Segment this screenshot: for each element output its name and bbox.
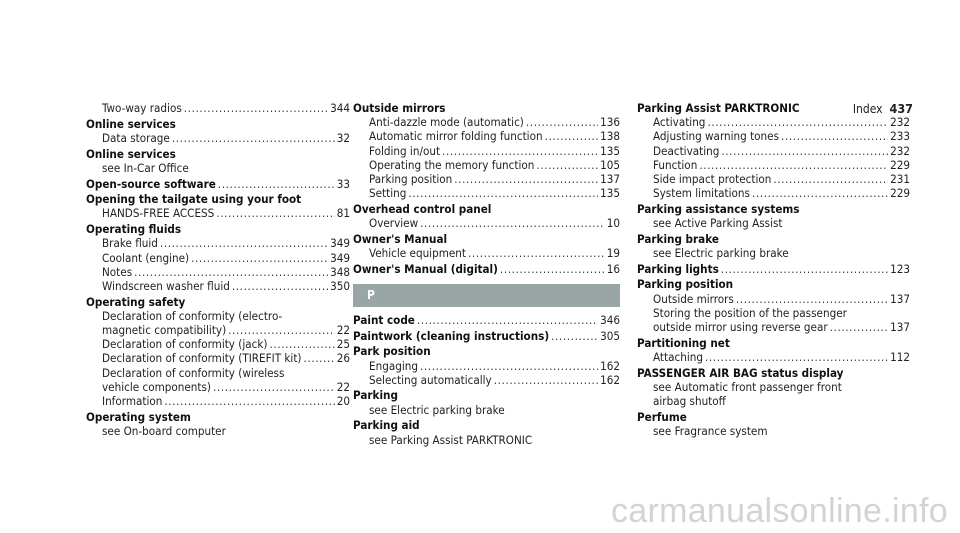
sub-entry [86, 251, 350, 265]
sub-entry [637, 350, 910, 364]
sub-entry-text[interactable]: Parking position [369, 172, 453, 187]
index-entry [86, 222, 350, 293]
entry-heading[interactable]: Operating system [86, 409, 191, 424]
sub-entry [637, 144, 910, 158]
sub-entry-text[interactable]: Attaching [653, 349, 703, 364]
page-ref[interactable]: 20 [336, 394, 350, 409]
page-ref[interactable]: 136 [600, 115, 620, 130]
sub-entry [86, 351, 350, 365]
page-ref[interactable]: 135 [600, 143, 620, 158]
dot-leader [420, 359, 598, 373]
sub-entry [86, 309, 350, 323]
entry-heading[interactable]: Parking aid [353, 418, 420, 433]
sub-entry-text: see On-board computer [102, 423, 226, 438]
sub-entry-text[interactable]: Two-way radios [102, 101, 182, 115]
sub-entry-text: see Active Parking Assist [653, 216, 783, 231]
entry-heading[interactable]: Parking brake [637, 231, 719, 246]
dot-leader [773, 172, 888, 186]
sub-entry-text[interactable]: Overview [369, 216, 419, 231]
page-ref[interactable]: 26 [336, 351, 350, 366]
page-ref[interactable]: 350 [330, 278, 350, 293]
sub-entry-text[interactable]: Operating the memory function [369, 157, 535, 172]
sub-entry-text[interactable]: Activating [653, 115, 706, 130]
sub-entry [353, 433, 620, 447]
sub-entry-text[interactable]: Outside mirrors [653, 291, 734, 306]
section-letter: P [353, 284, 620, 307]
page-ref[interactable]: 162 [600, 372, 620, 387]
index-column-2 [353, 101, 620, 447]
page-ref[interactable]: 19 [606, 246, 620, 261]
index-entry [86, 410, 350, 438]
index-column-3 [637, 101, 910, 438]
dot-leader [164, 394, 334, 408]
sub-entry [353, 359, 620, 373]
entry-heading[interactable]: Parking [353, 388, 398, 403]
sub-entry-text[interactable]: Information [102, 394, 163, 409]
sub-entry-text[interactable]: Brake fluid [102, 236, 158, 251]
sub-entry-text[interactable]: Engaging [369, 358, 418, 373]
sub-entry [86, 394, 350, 408]
entry-heading[interactable]: Parking Assist PARKTRONIC [637, 101, 800, 115]
dot-leader [500, 262, 605, 276]
dot-leader [545, 129, 599, 143]
sub-entry-text[interactable]: vehicle components) [102, 379, 211, 394]
sub-entry-text[interactable]: Deactivating [653, 143, 720, 158]
entry-heading[interactable]: Paint code [353, 312, 415, 327]
page-ref[interactable]: 137 [890, 291, 910, 306]
sub-entry-text[interactable]: outside mirror using reverse gear [653, 320, 828, 335]
sub-entry-text: Storing the position of the passenger [653, 305, 847, 320]
sub-entry-text[interactable]: Windscreen washer fluid [102, 278, 230, 293]
sub-entry-text[interactable]: magnetic compatibility) [102, 323, 227, 338]
page-ref[interactable]: 123 [890, 261, 910, 276]
sub-entry-text[interactable]: Declaration of conformity (jack) [102, 337, 268, 352]
entry-heading[interactable]: Operating fluids [86, 222, 182, 237]
sub-entry-text: see Electric parking brake [369, 402, 505, 417]
dot-leader [781, 129, 888, 143]
sub-entry-text[interactable]: Automatic mirror folding function [369, 129, 543, 144]
entry-heading[interactable]: Operating safety [86, 294, 186, 309]
index-entry [353, 202, 620, 230]
dot-leader [218, 177, 335, 191]
sub-entry-text[interactable]: Data storage [102, 130, 170, 145]
sub-entry [637, 320, 910, 334]
page-ref[interactable]: 231 [890, 172, 910, 187]
sub-entry [353, 216, 620, 230]
dot-leader [417, 313, 598, 327]
sub-entry [86, 380, 350, 394]
index-entry [637, 410, 910, 438]
page-ref[interactable]: 22 [336, 323, 350, 338]
index-entry [637, 101, 910, 200]
index-entry [353, 344, 620, 387]
sub-entry [353, 115, 620, 129]
index-entry [637, 232, 910, 260]
sub-entry [353, 158, 620, 172]
sub-entry [637, 115, 910, 129]
sub-entry [353, 144, 620, 158]
sub-entry-text: see Electric parking brake [653, 246, 789, 261]
sub-entry-text: airbag shutoff [653, 394, 726, 409]
dot-leader [134, 265, 328, 279]
dot-leader [160, 236, 328, 250]
sub-entry-text: see Parking Assist PARKTRONIC [369, 432, 533, 447]
page-ref[interactable]: 344 [330, 101, 350, 115]
sub-entry [637, 380, 910, 394]
page-ref[interactable]: 112 [890, 349, 910, 364]
dot-leader [830, 320, 888, 334]
sub-entry-text[interactable]: Declaration of conformity (TIREFIT kit) [102, 351, 302, 366]
sub-entry [637, 129, 910, 143]
entry-heading[interactable]: Open-source software [86, 176, 216, 191]
sub-entry-text[interactable]: Adjusting warning tones [653, 129, 780, 144]
page-ref[interactable]: 233 [890, 129, 910, 144]
entry-heading[interactable]: Outside mirrors [353, 101, 446, 115]
entry-heading[interactable]: Paintwork (cleaning instructions) [353, 328, 550, 343]
sub-entry-text[interactable]: HANDS-FREE ACCESS [102, 206, 215, 221]
sub-entry [353, 186, 620, 200]
entry-heading[interactable]: Park position [353, 344, 431, 359]
page-ref[interactable]: 349 [330, 250, 350, 265]
sub-entry [353, 403, 620, 417]
dot-leader [213, 380, 335, 394]
entry-heading[interactable]: Online services [86, 116, 176, 131]
index-entry [86, 147, 350, 175]
dot-leader [191, 251, 328, 265]
dot-leader [752, 186, 888, 200]
page-ref[interactable]: 346 [600, 312, 620, 327]
sub-entry [86, 265, 350, 279]
page-ref[interactable]: 137 [600, 172, 620, 187]
dot-leader [184, 101, 328, 115]
page-ref[interactable]: 229 [890, 157, 910, 172]
sub-entry-text: Declaration of conformity (electro- [102, 308, 283, 323]
dot-leader [721, 144, 888, 158]
sub-entry-text[interactable]: Vehicle equipment [369, 246, 466, 261]
index-entry [86, 117, 350, 145]
index-entry [353, 388, 620, 416]
index-entry [637, 366, 910, 409]
dot-leader [699, 158, 888, 172]
index-entry [86, 177, 350, 191]
entry-heading[interactable]: Online services [86, 146, 176, 161]
index-entry [353, 313, 620, 327]
page-number: 437 [889, 101, 913, 116]
index-entry [353, 262, 620, 276]
sub-entry-text: Declaration of conformity (wireless [102, 365, 285, 380]
page-ref[interactable]: 10 [606, 216, 620, 231]
entry-heading[interactable]: Parking position [637, 277, 734, 292]
sub-entry [637, 186, 910, 200]
index-entry [637, 202, 910, 230]
sub-entry-text[interactable]: Coolant (engine) [102, 250, 190, 265]
entry-heading[interactable]: Partitioning net [637, 335, 730, 350]
sub-entry [637, 172, 910, 186]
dot-leader [705, 350, 888, 364]
sub-entry-text: see Fragrance system [653, 423, 768, 438]
dot-leader [707, 115, 888, 129]
sub-entry [637, 424, 910, 438]
entry-heading[interactable]: Parking assistance systems [637, 201, 800, 216]
sub-entry [353, 129, 620, 143]
sub-entry-text[interactable]: System limitations [653, 186, 750, 201]
dot-leader [454, 172, 598, 186]
sub-entry-text: see In-Car Office [102, 160, 189, 175]
dot-leader [468, 246, 605, 260]
index-entry [637, 336, 910, 364]
entry-heading[interactable]: Overhead control panel [353, 201, 492, 216]
page-ref[interactable]: 232 [890, 143, 910, 158]
index-entry [353, 329, 620, 343]
index-entry [353, 418, 620, 446]
dot-leader [442, 144, 598, 158]
index-entry [86, 192, 350, 220]
entry-heading[interactable]: PASSENGER AIR BAG status display [637, 365, 844, 380]
dot-leader [304, 351, 335, 365]
dot-leader [736, 292, 888, 306]
page-ref[interactable]: 16 [606, 261, 620, 276]
sub-entry [86, 279, 350, 293]
dot-leader [551, 329, 598, 343]
sub-entry [637, 292, 910, 306]
sub-entry [637, 158, 910, 172]
page-ref[interactable]: 162 [600, 358, 620, 373]
dot-leader [216, 206, 334, 220]
entry-heading[interactable]: Opening the tailgate using your foot [86, 192, 302, 207]
sub-entry [86, 366, 350, 380]
page-ref[interactable]: 33 [336, 176, 350, 191]
dot-leader [721, 262, 888, 276]
page-ref[interactable]: 105 [600, 157, 620, 172]
sub-entry-text[interactable]: Setting [369, 186, 407, 201]
page-ref[interactable]: 229 [890, 186, 910, 201]
page-ref[interactable]: 135 [600, 186, 620, 201]
dot-leader [526, 115, 598, 129]
section-name: Index [852, 102, 883, 116]
page-ref[interactable]: 348 [330, 264, 350, 279]
page-ref[interactable]: 22 [336, 379, 350, 394]
sub-entry [353, 246, 620, 260]
dot-leader [408, 186, 598, 200]
sub-entry [637, 246, 910, 260]
sub-entry [637, 216, 910, 230]
sub-entry [86, 424, 350, 438]
page-ref[interactable]: 25 [336, 337, 350, 352]
sub-entry-text[interactable]: Anti-dazzle mode (automatic) [369, 115, 524, 130]
sub-entry [353, 373, 620, 387]
page-ref[interactable]: 32 [336, 130, 350, 145]
sub-entry [86, 131, 350, 145]
sub-entry [86, 337, 350, 351]
sub-entry [637, 394, 910, 408]
entry-heading[interactable]: Owner's Manual [353, 231, 448, 246]
page-ref[interactable]: 137 [890, 320, 910, 335]
sub-entry-text[interactable]: Notes [102, 264, 133, 279]
sub-entry-text[interactable]: Selecting automatically [369, 372, 492, 387]
index-entry [353, 232, 620, 260]
dot-leader [172, 131, 335, 145]
sub-entry [86, 323, 350, 337]
page-ref[interactable]: 232 [890, 115, 910, 130]
page-ref[interactable]: 349 [330, 236, 350, 251]
dot-leader [536, 158, 598, 172]
index-entry [86, 101, 350, 115]
sub-entry [353, 172, 620, 186]
sub-entry-text[interactable]: Folding in/out [369, 143, 441, 158]
entry-heading[interactable]: Owner's Manual (digital) [353, 261, 498, 276]
page-ref[interactable]: 81 [336, 206, 350, 221]
sub-entry [637, 306, 910, 320]
dot-leader [232, 279, 328, 293]
sub-entry [86, 161, 350, 175]
index-entry [637, 277, 910, 334]
dot-leader [228, 323, 335, 337]
entry-heading[interactable]: Parking lights [637, 261, 719, 276]
index-entry [86, 295, 350, 409]
dot-leader [270, 337, 335, 351]
sub-entry-text: see Automatic front passenger front [653, 379, 842, 394]
index-entry [353, 101, 620, 200]
sub-entry [86, 206, 350, 220]
dot-leader [494, 373, 598, 387]
sub-entry-text[interactable]: Function [653, 157, 698, 172]
sub-entry [86, 236, 350, 250]
page-ref[interactable]: 305 [600, 328, 620, 343]
sub-entry-text[interactable]: Side impact protection [653, 172, 772, 187]
watermark: carmanualsonline.info [610, 492, 948, 530]
index-column-1 [86, 101, 350, 438]
entry-heading[interactable]: Perfume [637, 409, 687, 424]
index-entry [637, 262, 910, 276]
page-ref[interactable]: 138 [600, 129, 620, 144]
sub-entry [86, 101, 350, 115]
dot-leader [420, 216, 605, 230]
